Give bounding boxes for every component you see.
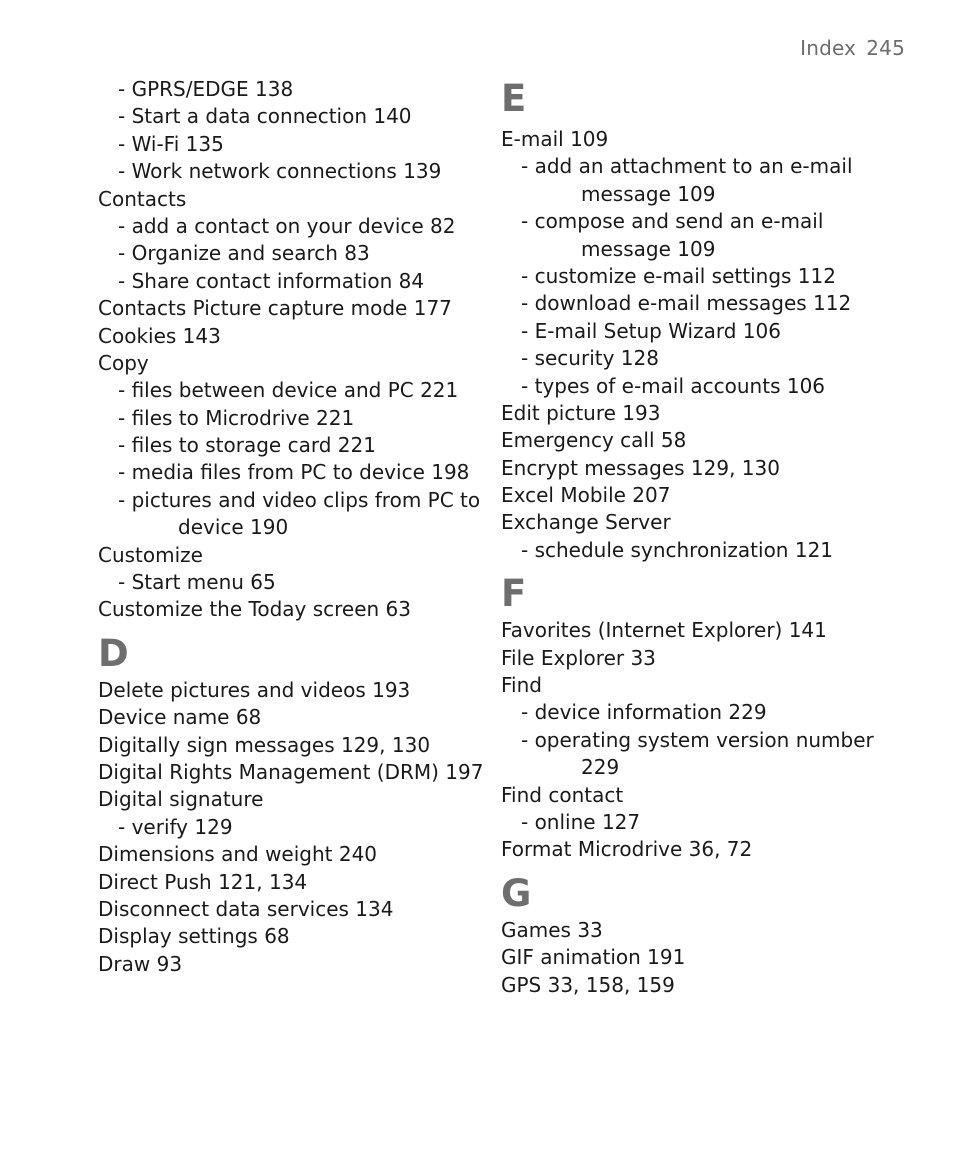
index-subentry: - types of e-mail accounts 106 — [521, 373, 826, 398]
index-entry: Format Microdrive 36, 72 — [501, 837, 753, 862]
index-subentry: - Organize and search 83 — [118, 241, 370, 266]
index-entry: Find contact — [501, 782, 624, 807]
index-entry: Contacts — [98, 186, 187, 211]
index-subentry: - compose and send an e-mail — [521, 209, 824, 234]
index-entry-continuation: message 109 — [581, 181, 716, 206]
index-entry: Dimensions and weight 240 — [98, 842, 378, 867]
section-letter: F — [501, 572, 527, 616]
index-subentry: - add an attachment to an e-mail — [521, 154, 853, 179]
section-letter: D — [98, 631, 129, 675]
index-entry: Digital signature — [98, 787, 264, 812]
index-subentry: - files to Microdrive 221 — [118, 405, 355, 430]
index-entry: E-mail 109 — [501, 127, 609, 151]
index-entry: Digital Rights Management (DRM) 197 — [98, 759, 484, 784]
index-entry: Draw 93 — [98, 951, 183, 976]
index-subentry: - online 127 — [521, 809, 641, 834]
index-subentry: - Start a data connection 140 — [118, 104, 412, 129]
index-entry: Games 33 — [501, 917, 603, 942]
section-letter: G — [501, 871, 532, 915]
index-subentry: - security 128 — [521, 346, 659, 371]
index-entry: GIF animation 191 — [501, 945, 686, 970]
section-letter: E — [501, 77, 527, 120]
section-title: Index — [800, 36, 857, 60]
index-entry: Copy — [98, 350, 149, 375]
index-subentry: - verify 129 — [118, 814, 233, 839]
index-subentry: - GPRS/EDGE 138 — [118, 77, 294, 101]
index-entry: Disconnect data services 134 — [98, 896, 394, 921]
index-entry-continuation: device 190 — [178, 515, 289, 540]
index-subentry: - customize e-mail settings 112 — [521, 263, 836, 288]
index-column-right — [501, 76, 901, 999]
index-subentry: - E-mail Setup Wizard 106 — [521, 318, 781, 343]
index-subentry: - Work network connections 139 — [118, 159, 442, 184]
index-subentry: - device information 229 — [521, 700, 767, 725]
index-subentry: - schedule synchronization 121 — [521, 537, 834, 562]
index-subentry: - Wi-Fi 135 — [118, 131, 224, 156]
index-subentry: - media files from PC to device 198 — [118, 460, 470, 485]
index-entry: File Explorer 33 — [501, 645, 656, 670]
index-entry: Emergency call 58 — [501, 428, 687, 453]
index-entry-continuation: 229 — [581, 755, 620, 780]
index-subentry: - download e-mail messages 112 — [521, 291, 852, 316]
index-subentry: - Start menu 65 — [118, 570, 276, 595]
index-entry: Encrypt messages 129, 130 — [501, 455, 780, 480]
index-subentry: - pictures and video clips from PC to — [118, 487, 481, 512]
index-entry: Favorites (Internet Explorer) 141 — [501, 618, 827, 643]
index-entry: Excel Mobile 207 — [501, 483, 671, 508]
index-subentry: - files to storage card 221 — [118, 433, 376, 458]
index-entry: GPS 33, 158, 159 — [501, 972, 675, 997]
index-entry: Direct Push 121, 134 — [98, 869, 308, 894]
index-entry: Delete pictures and videos 193 — [98, 677, 411, 702]
index-subentry: - files between device and PC 221 — [118, 378, 459, 403]
page-header — [800, 36, 905, 60]
index-entry-continuation: message 109 — [581, 236, 716, 261]
index-entry: Exchange Server — [501, 510, 671, 535]
index-subentry: - Share contact information 84 — [118, 268, 425, 293]
index-subentry: - operating system version number — [521, 727, 874, 752]
index-entry: Display settings 68 — [98, 924, 290, 949]
index-entry: Customize — [98, 542, 203, 567]
index-entry: Contacts Picture capture mode 177 — [98, 296, 452, 321]
index-entry: Cookies 143 — [98, 323, 221, 348]
index-entry: Edit picture 193 — [501, 400, 661, 425]
index-entry: Digitally sign messages 129, 130 — [98, 732, 431, 757]
index-column-left — [98, 76, 484, 978]
index-entry: Device name 68 — [98, 705, 262, 730]
page-number: 245 — [866, 36, 905, 60]
index-entry: Customize the Today screen 63 — [98, 597, 412, 622]
index-subentry: - add a contact on your device 82 — [118, 213, 456, 238]
index-entry: Find — [501, 673, 542, 698]
